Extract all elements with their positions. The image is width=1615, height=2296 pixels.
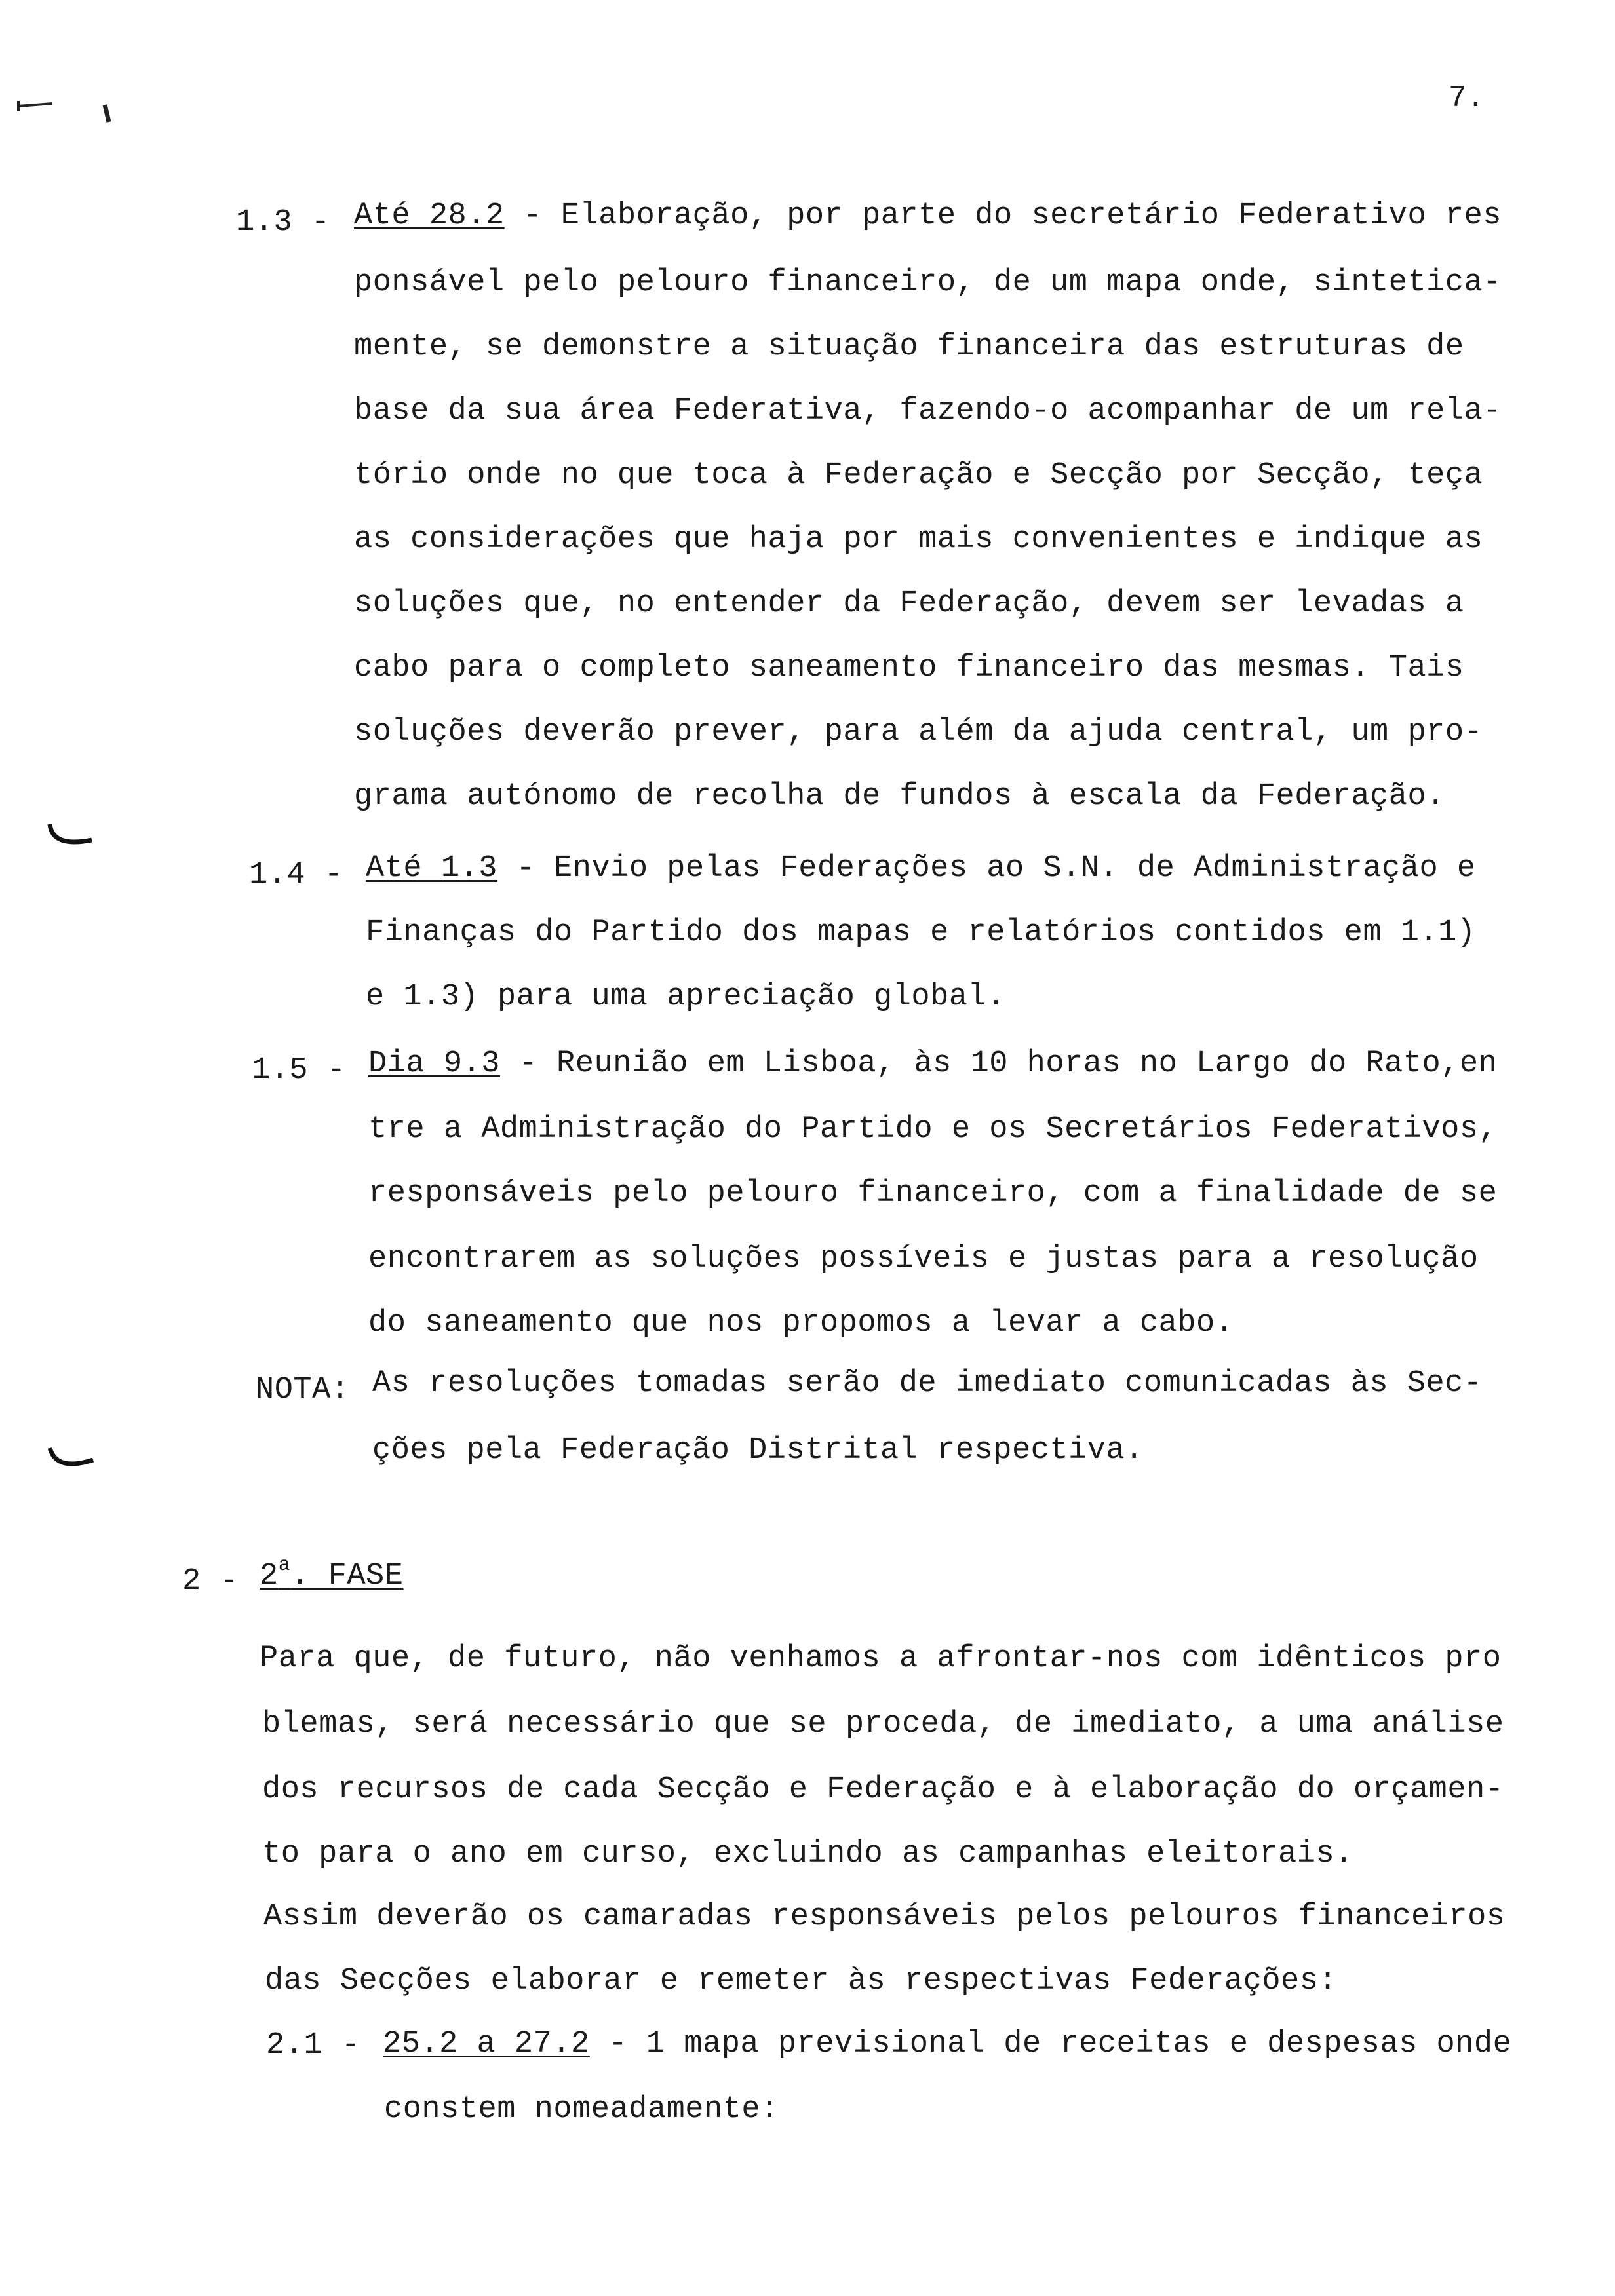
- item-2-1-line-1: constem nomeadamente:: [384, 2092, 779, 2127]
- item-1-3-line-5: as considerações que haja por mais convenientes e indique as: [354, 522, 1483, 557]
- nota-label: NOTA:: [256, 1373, 350, 1407]
- item-1-3-line-1: ponsável pelo pelouro financeiro, de um mapa onde, sintetica-: [354, 265, 1502, 300]
- section-2-heading: [260, 1554, 404, 1596]
- item-1-3-line-7: cabo para o completo saneamento financeiro das mesmas. Tais: [354, 651, 1464, 685]
- section-2-para1-line-2: dos recursos de cada Secção e Federação e à elaboração do orçamen-: [262, 1772, 1504, 1807]
- section-2-heading-text: . FASE: [290, 1559, 404, 1594]
- item-1-4-date: Até 1.3: [366, 851, 497, 886]
- item-1-3-line-9: grama autónomo de recolha de fundos à escala da Federação.: [354, 779, 1445, 814]
- item-1-4-line-0: - Envio pelas Federações ao S.N. de Administração e: [497, 851, 1476, 886]
- section-2-heading-superscript: a: [278, 1554, 291, 1577]
- item-1-4-line-2: e 1.3) para uma apreciação global.: [366, 980, 1005, 1014]
- item-1-3-line-8: soluções deverão prever, para além da ajuda central, um pro-: [354, 715, 1483, 750]
- item-1-4-line-1: Finanças do Partido dos mapas e relatórios contidos em 1.1): [366, 915, 1476, 950]
- hole-punch-mark-bottom: [46, 1442, 98, 1481]
- section-2-para1-line-1: blemas, será necessário que se proceda, de imediato, a uma análise: [262, 1707, 1504, 1742]
- section-2-para1-line-3: to para o ano em curso, excluindo as campanhas eleitorais.: [262, 1837, 1353, 1871]
- item-1-5-date: Dia 9.3: [368, 1046, 500, 1081]
- item-1-3-number: 1.3 -: [236, 205, 330, 240]
- item-1-5-line-3: encontrarem as soluções possíveis e justas para a resolução: [368, 1242, 1479, 1276]
- hole-punch-mark-top: [46, 819, 98, 858]
- item-1-3-line-3: base da sua área Federativa, fazendo-o acompanhar de um rela-: [354, 394, 1502, 429]
- item-1-3-line-0: - Elaboração, por parte do secretário Federativo res: [504, 199, 1502, 233]
- nota-line-1: ções pela Federação Distrital respectiva.: [372, 1433, 1144, 1468]
- item-1-3-first-line: [354, 197, 1502, 236]
- item-1-5-first-line: [368, 1044, 1497, 1084]
- item-2-1-line-0: - 1 mapa previsional de receitas e despesas onde: [589, 2027, 1512, 2061]
- item-1-4-first-line: [366, 849, 1476, 889]
- section-2-prefix: 2 -: [182, 1564, 239, 1599]
- item-2-1-date: 25.2 a 27.2: [383, 2027, 590, 2061]
- item-1-3-date: Até 28.2: [354, 199, 505, 233]
- item-1-5-number: 1.5 -: [252, 1053, 346, 1088]
- item-1-3-line-2: mente, se demonstre a situação financeira das estruturas de: [354, 330, 1464, 364]
- item-1-5-line-2: responsáveis pelo pelouro financeiro, com a finalidade de se: [368, 1176, 1498, 1211]
- item-1-5-line-1: tre a Administração do Partido e os Secretários Federativos,: [368, 1112, 1498, 1147]
- page-number: 7.: [1449, 81, 1485, 115]
- item-2-1-number: 2.1 -: [266, 2028, 360, 2063]
- section-2-para1-line-0: Para que, de futuro, não venhamos a afrontar-nos com idênticos pro: [260, 1641, 1502, 1676]
- section-2-para2-line-1: das Secções elaborar e remeter às respectivas Federações:: [265, 1964, 1338, 1999]
- item-1-3-line-6: soluções que, no entender da Federação, devem ser levadas a: [354, 586, 1464, 621]
- item-1-5-line-0: - Reunião em Lisboa, às 10 horas no Largo do Rato,en: [499, 1046, 1498, 1081]
- item-2-1-first-line: [383, 2025, 1511, 2064]
- nota-line-0: As resoluções tomadas serão de imediato comunicadas às Sec-: [372, 1366, 1483, 1401]
- corner-scan-mark: [13, 92, 118, 131]
- section-2-para2-line-0: Assim deverão os camaradas responsáveis pelos pelouros financeiros: [263, 1900, 1506, 1934]
- item-1-3-line-4: tório onde no que toca à Federação e Secção por Secção, teça: [354, 458, 1483, 493]
- item-1-5-line-4: do saneamento que nos propomos a levar a cabo.: [368, 1306, 1234, 1341]
- section-2-heading-number: 2: [260, 1559, 279, 1594]
- item-1-4-number: 1.4 -: [249, 858, 343, 892]
